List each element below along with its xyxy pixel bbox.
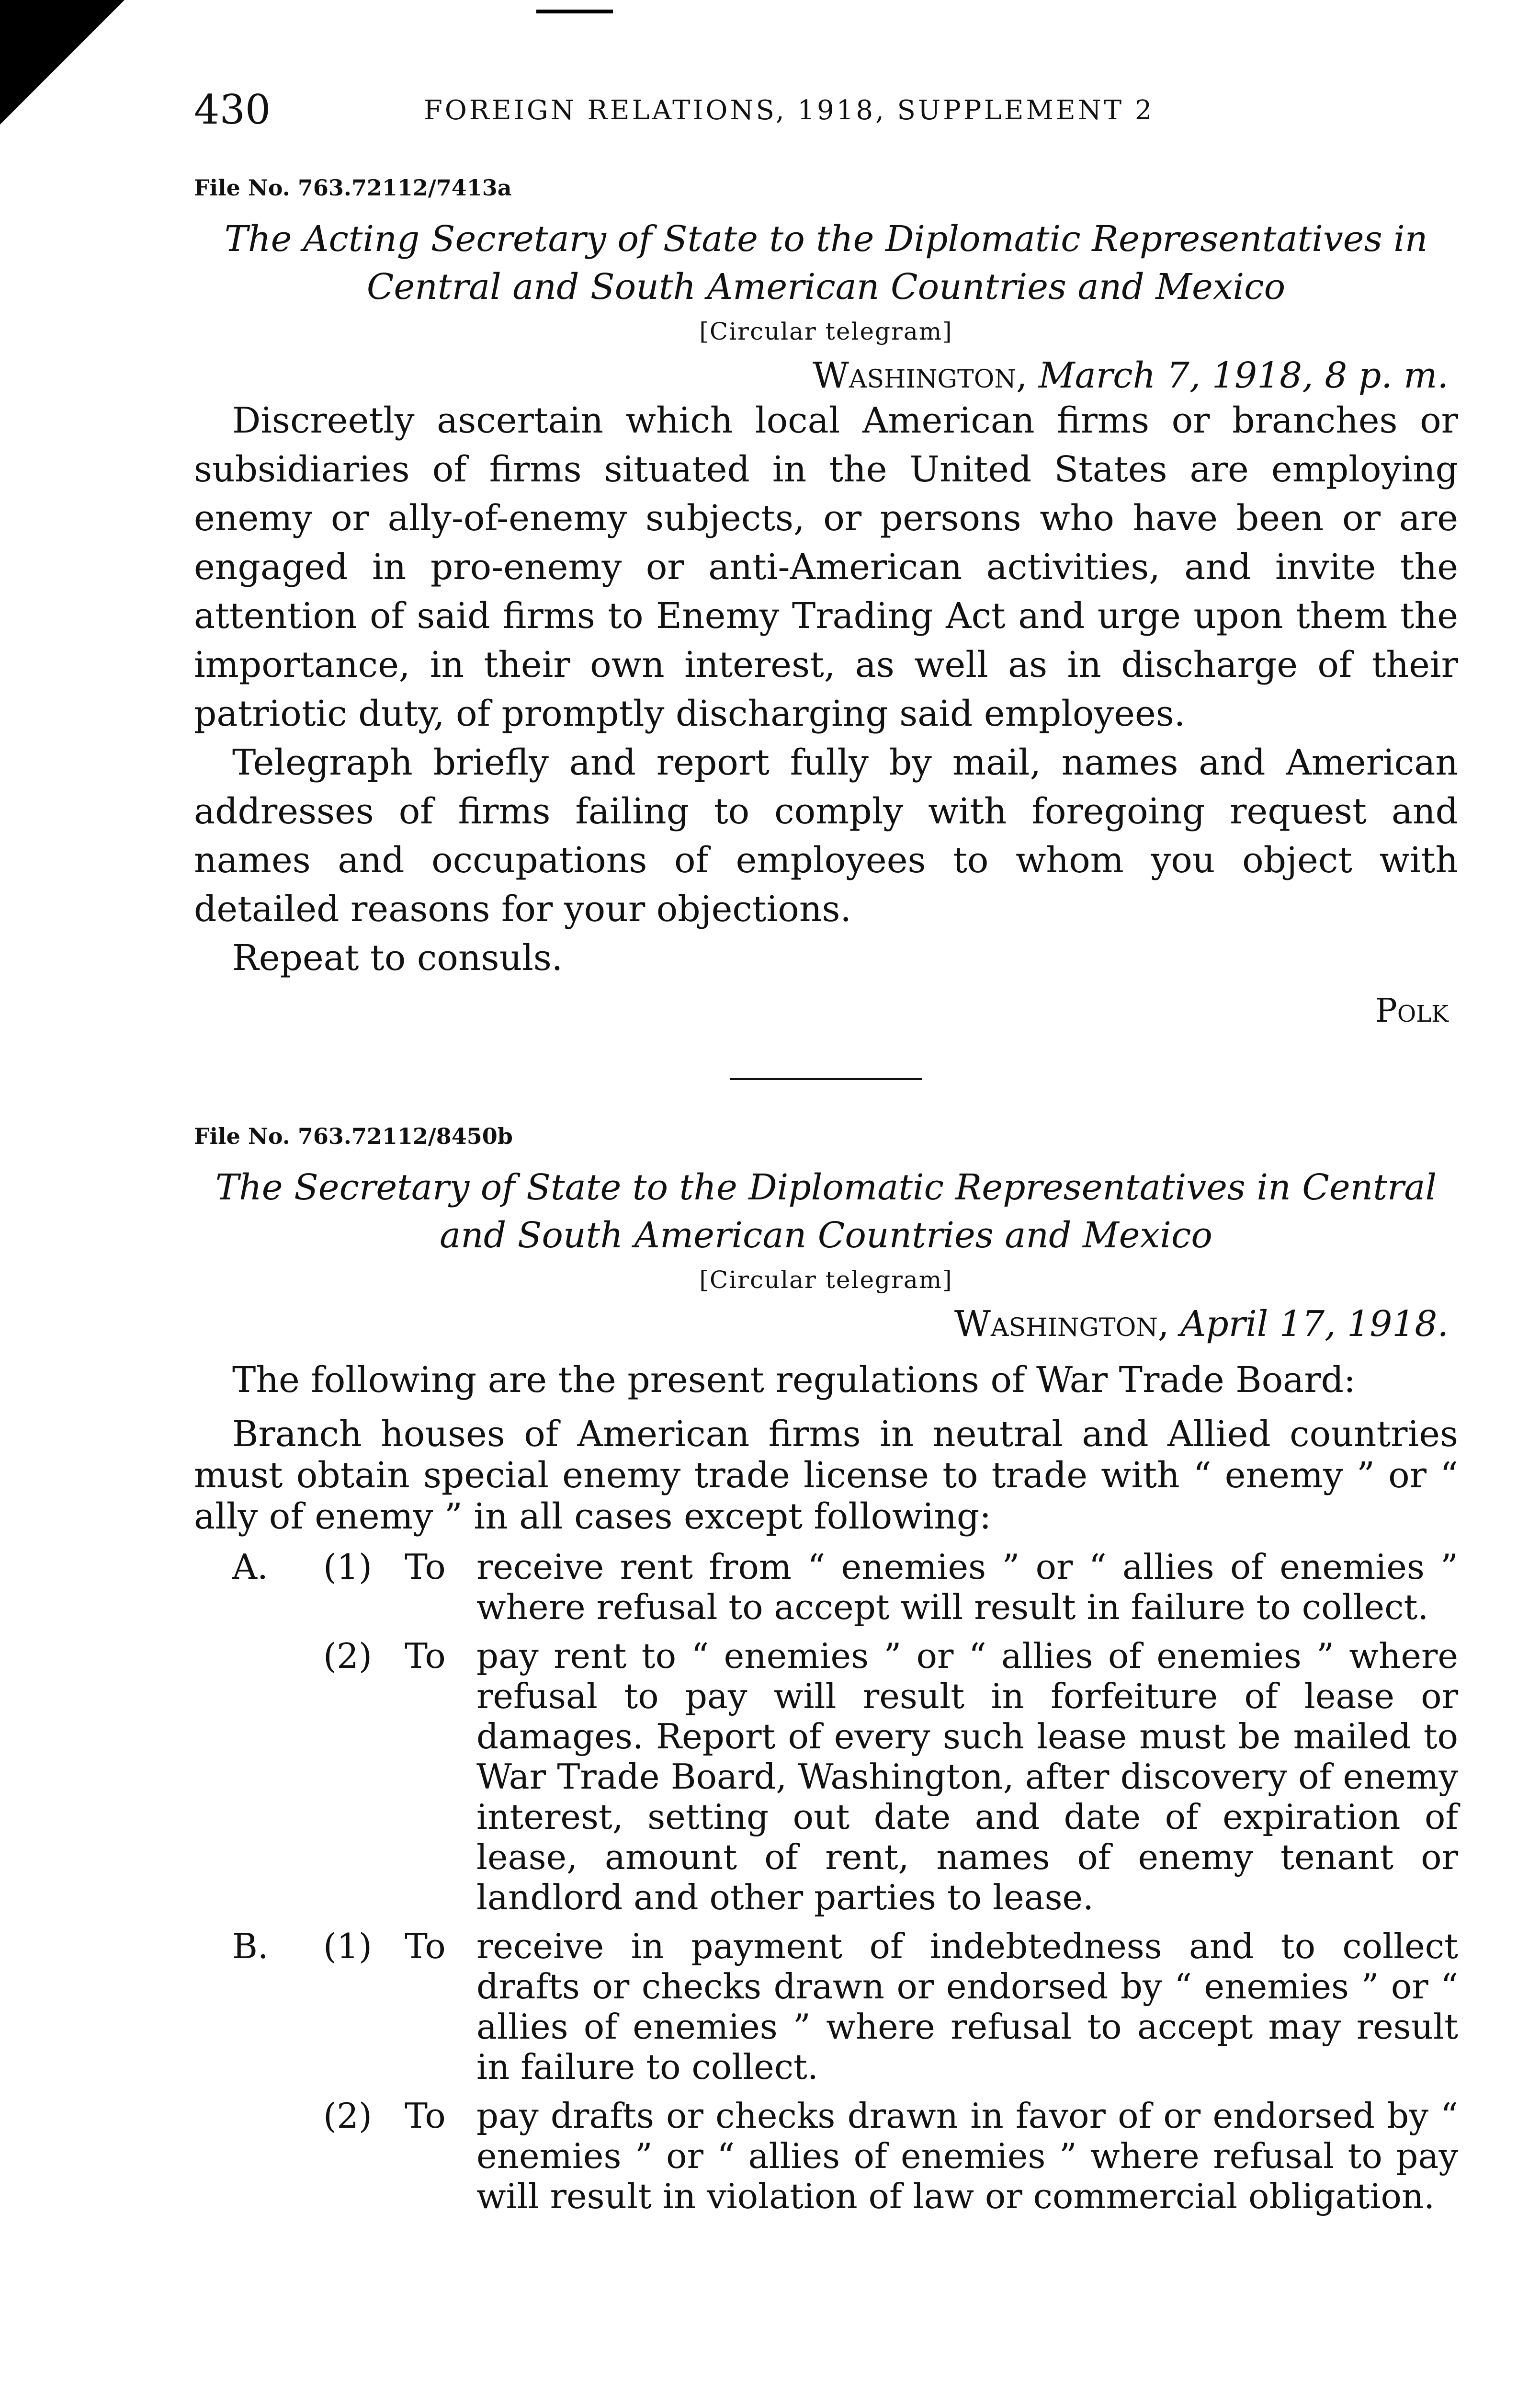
item-group: B. — [232, 1926, 269, 1966]
item-number: (2) — [323, 2096, 372, 2136]
file-number: File No. 763.72112/7413a — [194, 175, 512, 201]
regulations-branch-paragraph: Branch houses of American firms in neutral and Allied countries must obtain special enemy trade license to trade with “ enemy ” or “ ally of enemy ” in all cases except following: — [194, 1414, 1458, 1537]
item-number: (1) — [323, 1926, 372, 1966]
dateline-date: April 17, 1918. — [1180, 1303, 1449, 1345]
item-text: pay rent to “ enemies ” or “ allies of enemies ” where refusal to pay will result in forfeiture of lease or damages. Report of every such lease must be mailed to War Trade Board, Washington, after discovery of enemy interest, setting out date and date of expiration of lease, amount of rent, names of enemy tenant or landlord and other parties to lease. — [476, 1636, 1458, 1917]
dateline — [194, 355, 1458, 396]
exception-list — [194, 1547, 1458, 2216]
document-title: The Secretary of State to the Diplomatic Representatives in Central and South American Countries and Mexico — [215, 1167, 1437, 1256]
dateline-date: March 7, 1918, 8 p. m. — [1038, 355, 1449, 396]
exception-item — [194, 1636, 1458, 1917]
signature: Polk — [1375, 992, 1449, 1030]
body-paragraph: Telegraph briefly and report fully by mail, names and American addresses of firms failing to comply with foregoing request and names and occupations of employees to whom you object with detailed reasons for your objections. — [194, 742, 1458, 930]
item-lead: To — [405, 1547, 446, 1587]
item-text: receive rent from “ enemies ” or “ allies of enemies ” where refusal to accept will result in failure to collect. — [476, 1547, 1458, 1627]
item-number: (1) — [323, 1547, 372, 1587]
running-head: FOREIGN RELATIONS, 1918, SUPPLEMENT 2 — [424, 95, 1155, 126]
page-header — [194, 86, 1458, 144]
item-group: A. — [232, 1547, 268, 1587]
exception-item — [194, 1926, 1458, 2087]
dateline-place: Washington, — [954, 1303, 1169, 1345]
document-1 — [194, 175, 1458, 2225]
dateline — [194, 1303, 1458, 1345]
body-paragraph: Discreetly ascertain which local American firms or branches or subsidiaries of firms situated in the United States are employing enemy or ally-of-enemy subjects, or persons who have been or are engaged in pro-enemy or anti-American activities, and invite the attention of said firms to Enemy Trading Act and urge upon them the importance, in their own interest, as well as in discharge of their patriotic duty, of promptly discharging said employees. — [194, 400, 1458, 734]
item-lead: To — [405, 1926, 446, 1966]
top-rule-mark — [536, 10, 613, 13]
item-lead: To — [405, 1636, 446, 1676]
item-number: (2) — [323, 1636, 372, 1676]
exception-item — [194, 1547, 1458, 1627]
dateline-place: Washington, — [812, 355, 1028, 396]
scan-corner-shadow — [0, 0, 125, 125]
section-divider — [730, 1078, 922, 1080]
item-lead: To — [405, 2096, 446, 2136]
page-number: 430 — [194, 86, 271, 133]
item-text: pay drafts or checks drawn in favor of or endorsed by “ enemies ” or “ allies of enemies ” where refusal to pay will result in violation of law or commercial obligation. — [476, 2096, 1458, 2216]
document-type: [Circular telegram] — [699, 1266, 953, 1294]
file-number: File No. 763.72112/8450b — [194, 1123, 513, 1149]
regulations-intro: The following are the present regulations of War Trade Board: — [232, 1359, 1356, 1401]
document-type: [Circular telegram] — [699, 318, 953, 345]
document-body — [194, 396, 1458, 982]
body-paragraph: Repeat to consuls. — [232, 937, 563, 979]
item-text: receive in payment of indebtedness and to collect drafts or checks drawn or endorsed by “ enemies ” or “ allies of enemies ” where refusal to accept may result in failure to collect. — [476, 1926, 1458, 2087]
document-title: The Acting Secretary of State to the Diplomatic Representatives in Central and South American Countries and Mexico — [224, 218, 1428, 308]
exception-item — [194, 2096, 1458, 2216]
